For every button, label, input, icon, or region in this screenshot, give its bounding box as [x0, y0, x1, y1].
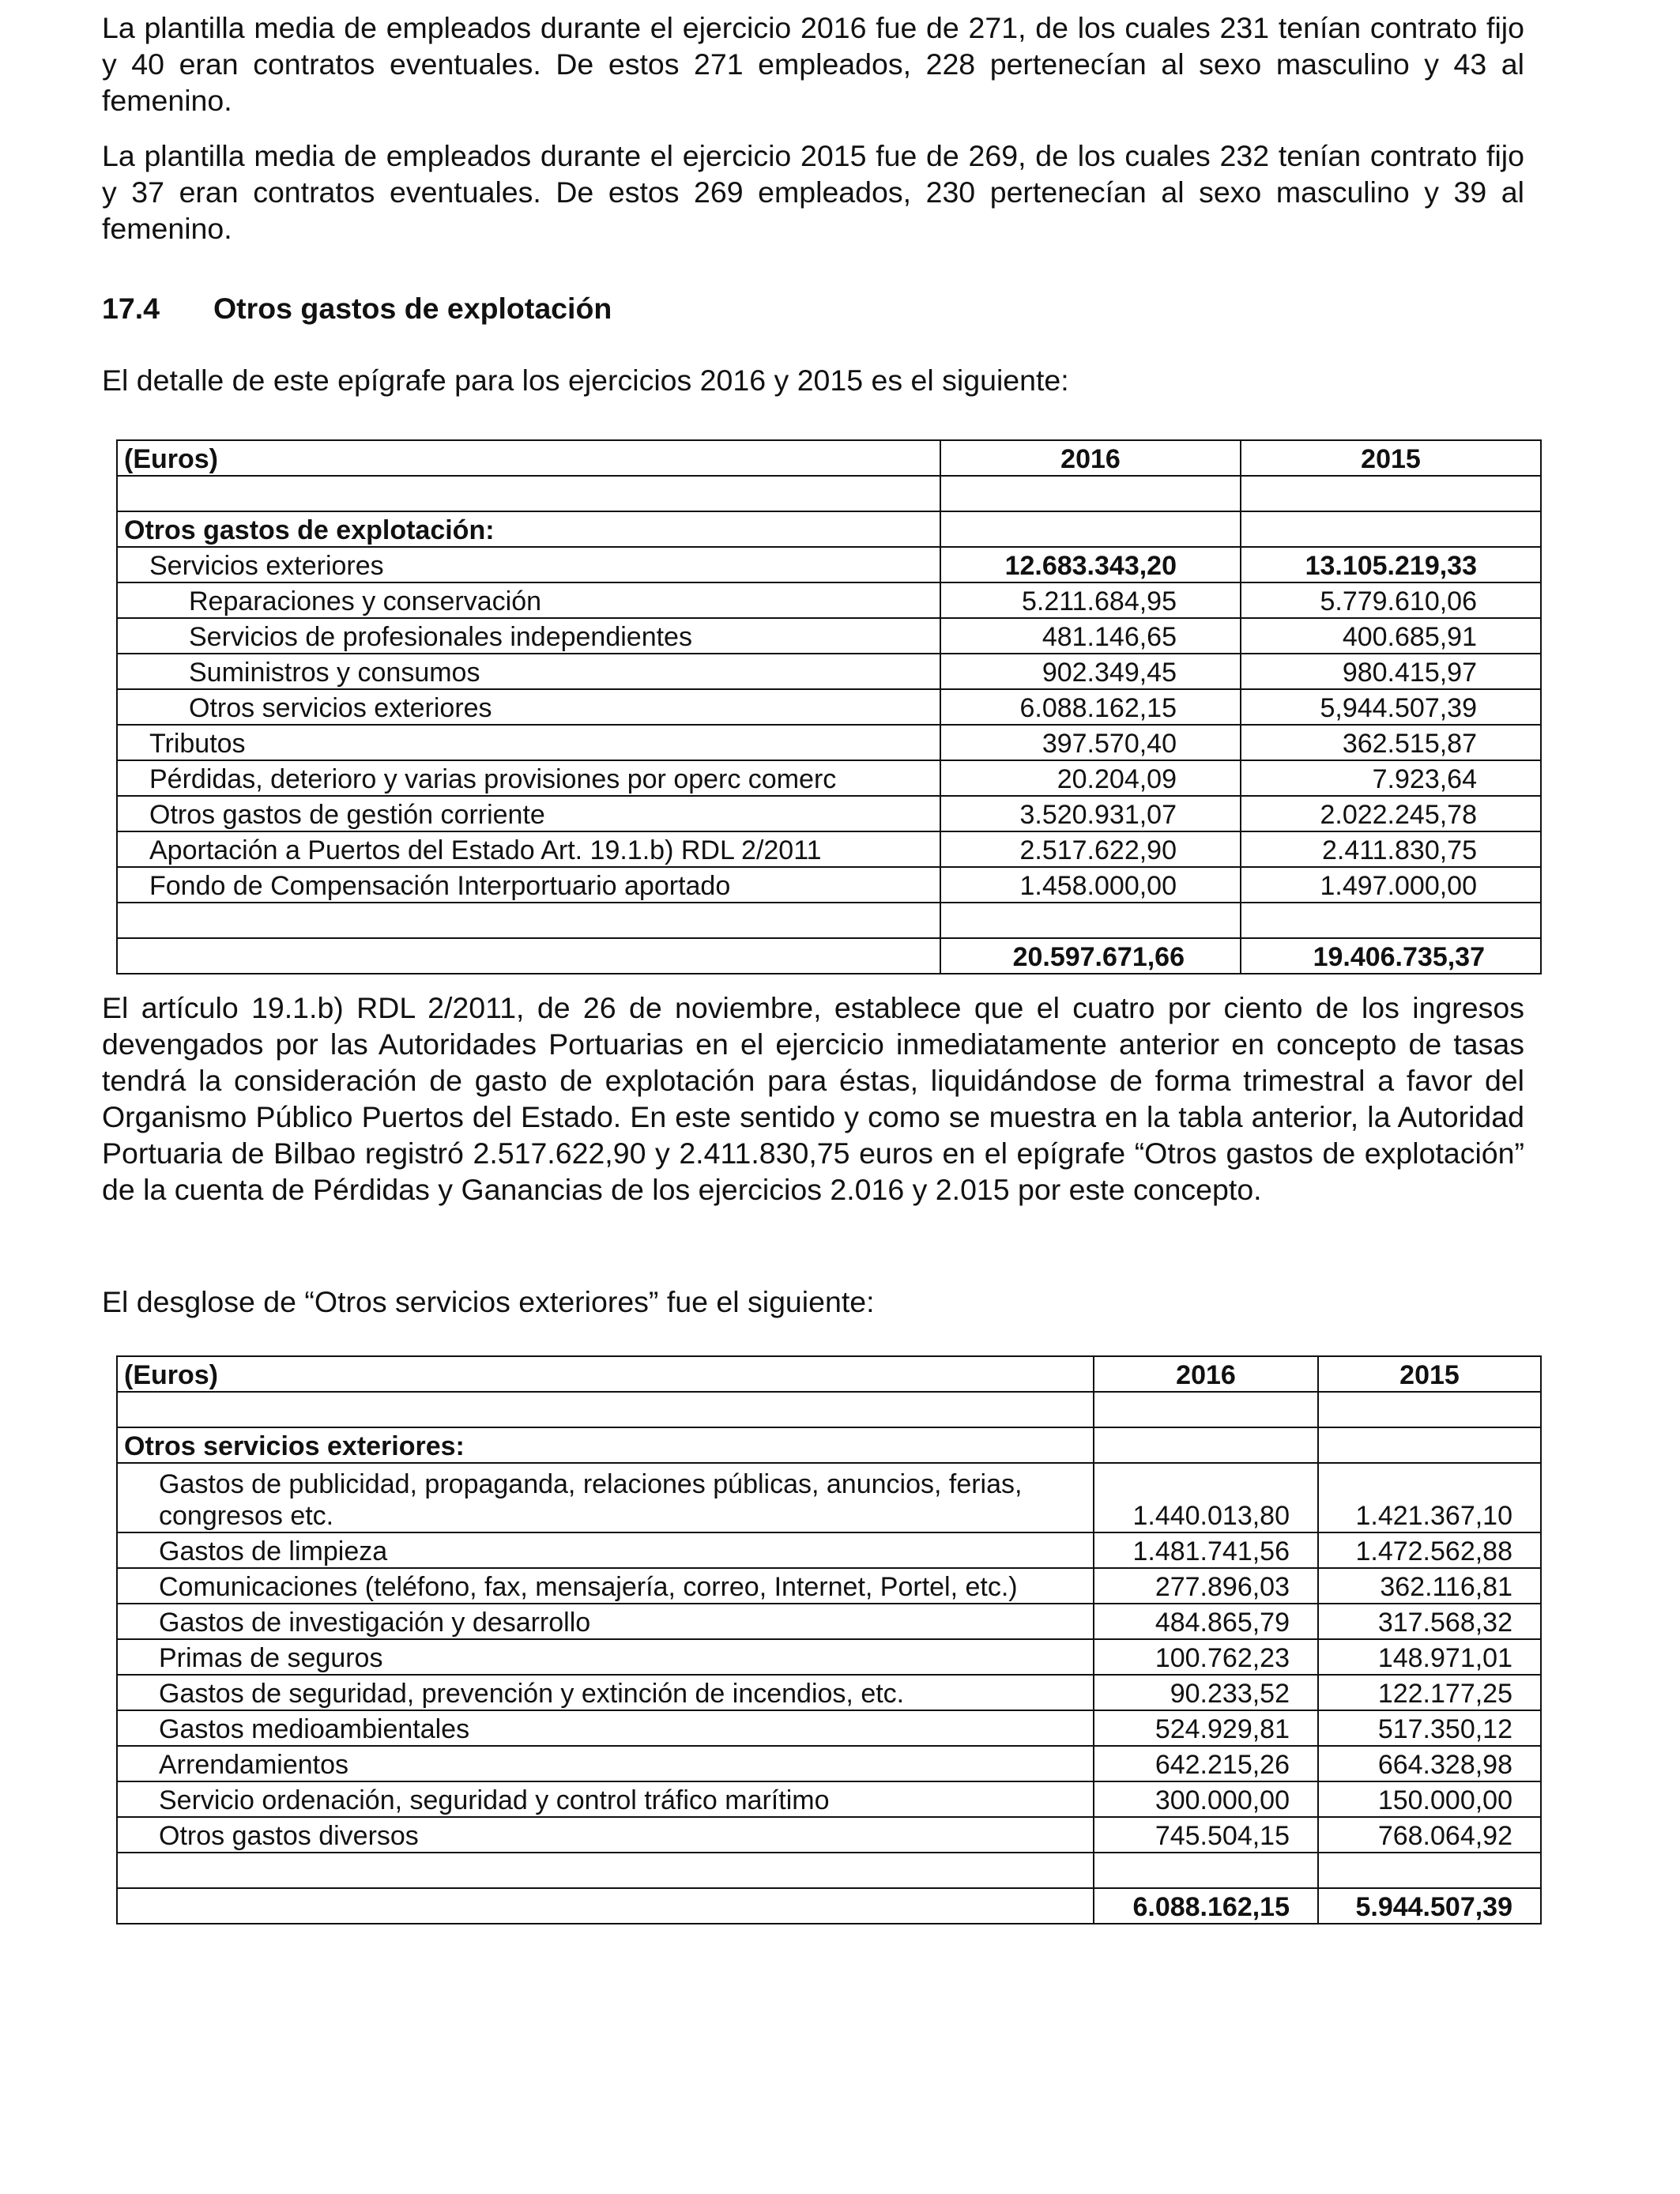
paragraph-staff-2016: La plantilla media de empleados durante el ejercicio 2016 fue de 271, de los cuales 231 tenían contrato fijo y 40 eran contratos eventuales. De estos 271 empleados, 228 pertenecían al sexo masculino y 43 al femenino.: [102, 11, 1524, 117]
value-2016: 6.088.162,15: [940, 689, 1241, 725]
table-row: [117, 725, 1541, 760]
row-label: Arrendamientos: [117, 1746, 1094, 1781]
row-label: Servicio ordenación, seguridad y control tráfico marítimo: [117, 1781, 1094, 1817]
row-label: Tributos: [117, 725, 940, 760]
table-row: [117, 654, 1541, 689]
table-row: [117, 1568, 1541, 1604]
value-2015: 150.000,00: [1318, 1781, 1541, 1817]
table-row: [117, 760, 1541, 796]
row-label: Otros servicios exteriores: [117, 689, 940, 725]
group-title-row: [117, 511, 1541, 547]
value-2016: 397.570,40: [940, 725, 1241, 760]
row-label: Gastos de investigación y desarrollo: [117, 1604, 1094, 1639]
value-2015: 5,944.507,39: [1241, 689, 1541, 725]
row-label: Pérdidas, deterioro y varias provisiones por operc comerc: [117, 760, 940, 796]
value-2015: 7.923,64: [1241, 760, 1541, 796]
table1-intro: El detalle de este epígrafe para los ejercicios 2016 y 2015 es el siguiente:: [102, 364, 1069, 397]
value-2015: 2.022.245,78: [1241, 796, 1541, 831]
section-number: 17.4: [102, 292, 160, 325]
row-label: Otros gastos diversos: [117, 1817, 1094, 1853]
value-2016: 300.000,00: [1094, 1781, 1318, 1817]
row-label: Comunicaciones (teléfono, fax, mensajería, correo, Internet, Portel, etc.): [117, 1568, 1094, 1604]
row-label: Gastos de seguridad, prevención y extinción de incendios, etc.: [117, 1675, 1094, 1710]
value-2015: 122.177,25: [1318, 1675, 1541, 1710]
value-2016: 1.481.741,56: [1094, 1532, 1318, 1568]
value-2016: 481.146,65: [940, 618, 1241, 654]
table-row: [117, 1639, 1541, 1675]
row-label: Fondo de Compensación Interportuario aportado: [117, 867, 940, 903]
row-label: Primas de seguros: [117, 1639, 1094, 1675]
table-row: [117, 867, 1541, 903]
table-row: [117, 1710, 1541, 1746]
row-label: Servicios exteriores: [117, 547, 940, 582]
table-spacer-row: [117, 1392, 1541, 1427]
table-row: [117, 1532, 1541, 1568]
total-2016: 20.597.671,66: [940, 938, 1241, 974]
header-year-2016: 2016: [940, 440, 1241, 476]
section-title: Otros gastos de explotación: [213, 292, 612, 325]
value-2016: 20.204,09: [940, 760, 1241, 796]
paragraph-article-19: El artículo 19.1.b) RDL 2/2011, de 26 de noviembre, establece que el cuatro por ciento de los ingresos devengados por las Autoridades Portuarias en el ejercicio inmediatamente anterior en concepto de tasas tendrá la consideración de gasto de explotación para éstas, liquidándose de forma trimestral a favor del Organismo Público Puertos del Estado. En este sentido y como se muestra en la tabla anterior, la Autoridad Portuaria de Bilbao registró 2.517.622,90 y 2.411.830,75 euros en el epígrafe “Otros gastos de explotación” de la cuenta de Pérdidas y Ganancias de los ejercicios 2.016 y 2.015 por este concepto.: [102, 991, 1524, 1206]
table2-intro: El desglose de “Otros servicios exteriores” fue el siguiente:: [102, 1285, 875, 1318]
value-2015: 1.421.367,10: [1318, 1463, 1541, 1532]
value-2015: 5.779.610,06: [1241, 582, 1541, 618]
table-header-row: [117, 1356, 1541, 1392]
value-2015: 1.472.562,88: [1318, 1532, 1541, 1568]
table-row: [117, 1675, 1541, 1710]
table-row: [117, 1817, 1541, 1853]
row-label: Reparaciones y conservación: [117, 582, 940, 618]
table-row: [117, 1604, 1541, 1639]
value-2016: 745.504,15: [1094, 1817, 1318, 1853]
table-row: [117, 1781, 1541, 1817]
table-row: [117, 547, 1541, 582]
value-2015: 1.497.000,00: [1241, 867, 1541, 903]
header-year-2015: 2015: [1318, 1356, 1541, 1392]
table-spacer-row: [117, 476, 1541, 511]
table-row: [117, 689, 1541, 725]
row-label: Otros gastos de gestión corriente: [117, 796, 940, 831]
value-2016: 1.440.013,80: [1094, 1463, 1318, 1532]
total-2016: 6.088.162,15: [1094, 1888, 1318, 1924]
table-row: [117, 831, 1541, 867]
value-2016: 100.762,23: [1094, 1639, 1318, 1675]
paragraph-staff-2015: La plantilla media de empleados durante el ejercicio 2015 fue de 269, de los cuales 232 tenían contrato fijo y 37 eran contratos eventuales. De estos 269 empleados, 230 pertenecían al sexo masculino y 39 al femenino.: [102, 139, 1524, 245]
value-2015: 317.568,32: [1318, 1604, 1541, 1639]
value-2015: 400.685,91: [1241, 618, 1541, 654]
row-label: Suministros y consumos: [117, 654, 940, 689]
value-2016: 524.929,81: [1094, 1710, 1318, 1746]
table-row: [117, 1463, 1541, 1532]
value-2015: 768.064,92: [1318, 1817, 1541, 1853]
row-label: Gastos medioambientales: [117, 1710, 1094, 1746]
section-heading: [102, 290, 612, 326]
value-2016: 277.896,03: [1094, 1568, 1318, 1604]
value-2016: 484.865,79: [1094, 1604, 1318, 1639]
header-units: (Euros): [117, 440, 940, 476]
value-2016: 642.215,26: [1094, 1746, 1318, 1781]
value-2016: 902.349,45: [940, 654, 1241, 689]
row-label: Servicios de profesionales independientes: [117, 618, 940, 654]
table-total-row: [117, 1888, 1541, 1924]
table-row: [117, 796, 1541, 831]
table-row: [117, 618, 1541, 654]
value-2016: 1.458.000,00: [940, 867, 1241, 903]
value-2015: 148.971,01: [1318, 1639, 1541, 1675]
table-row: [117, 1746, 1541, 1781]
value-2015: 362.515,87: [1241, 725, 1541, 760]
header-year-2016: 2016: [1094, 1356, 1318, 1392]
value-2015: 2.411.830,75: [1241, 831, 1541, 867]
value-2015: 362.116,81: [1318, 1568, 1541, 1604]
total-2015: 19.406.735,37: [1241, 938, 1541, 974]
value-2015: 664.328,98: [1318, 1746, 1541, 1781]
header-year-2015: 2015: [1241, 440, 1541, 476]
table-header-row: [117, 440, 1541, 476]
row-label: Gastos de publicidad, propaganda, relaciones públicas, anuncios, ferias, congresos etc.: [117, 1463, 1094, 1532]
table-row: [117, 582, 1541, 618]
value-2016: 12.683.343,20: [940, 547, 1241, 582]
header-units: (Euros): [117, 1356, 1094, 1392]
value-2016: 3.520.931,07: [940, 796, 1241, 831]
total-2015: 5.944.507,39: [1318, 1888, 1541, 1924]
value-2015: 517.350,12: [1318, 1710, 1541, 1746]
table-spacer-row: [117, 903, 1541, 938]
value-2016: 90.233,52: [1094, 1675, 1318, 1710]
row-label: Gastos de limpieza: [117, 1532, 1094, 1568]
value-2016: 2.517.622,90: [940, 831, 1241, 867]
other-services-table: [116, 1355, 1542, 1924]
group-title-row: [117, 1427, 1541, 1463]
group-title: Otros gastos de explotación:: [117, 511, 940, 547]
value-2016: 5.211.684,95: [940, 582, 1241, 618]
group-title: Otros servicios exteriores:: [117, 1427, 1094, 1463]
expenses-table: [116, 439, 1542, 974]
value-2015: 13.105.219,33: [1241, 547, 1541, 582]
table-spacer-row: [117, 1853, 1541, 1888]
value-2015: 980.415,97: [1241, 654, 1541, 689]
row-label: Aportación a Puertos del Estado Art. 19.1.b) RDL 2/2011: [117, 831, 940, 867]
table-total-row: [117, 938, 1541, 974]
